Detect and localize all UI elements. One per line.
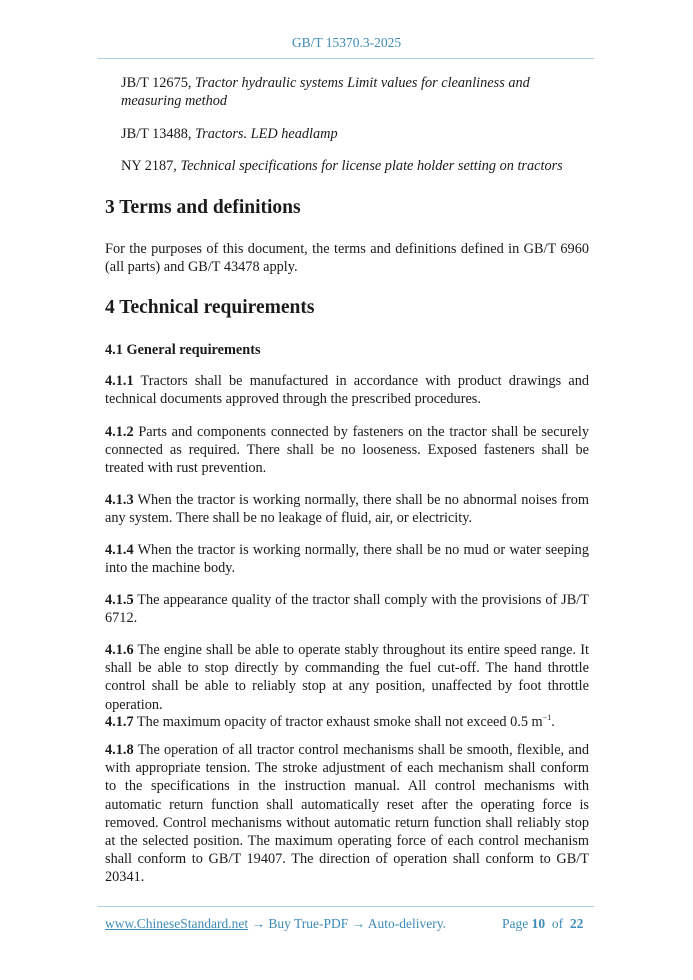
clause: 4.1.3 When the tractor is working normally, there shall be no abnormal noises from any system. There shall be no leakage of fluid, air, or electricity. [105, 492, 589, 527]
subsection-4-1-heading: 4.1 General requirements [105, 342, 261, 358]
section-3-text: For the purposes of this document, the terms and definitions defined in GB/T 6960 (all parts) and GB/T 43478 apply. [105, 241, 589, 276]
clause: 4.1.2 Parts and components connected by fasteners on the tractor shall be securely connected as required. There shall be no looseness. Exposed fasteners shall be treated with rust prevention. [105, 424, 589, 477]
site-link[interactable]: www.ChineseStandard.net [105, 916, 249, 931]
footer-promo: www.ChineseStandard.net → Buy True-PDF → Auto-delivery. [105, 916, 447, 931]
reference-item: JB/T 12675, Tractor hydraulic systems Limit values for cleanliness and measuring method [121, 75, 530, 110]
clause: 4.1.7 The maximum opacity of tractor exhaust smoke shall not exceed 0.5 $m^{-1}$. [105, 713, 555, 730]
reference-item: JB/T 13488, Tractors. LED headlamp [121, 126, 338, 142]
section-4-heading: 4 Technical requirements [105, 297, 315, 318]
clause: 4.1.4 When the tractor is working normally, there shall be no mud or water seeping into the machine body. [105, 542, 589, 577]
arrow-icon: → [351, 916, 366, 931]
clause: 4.1.1 Tractors shall be manufactured in accordance with product drawings and technical documents approved through the prescribed procedures. [105, 373, 589, 408]
clause: 4.1.6 The engine shall be able to operate stably throughout its entire speed range. It shall be able to stop directly by commanding the fuel cut-off. The hand throttle control shall be able to reliably stop at any position, unaffected by foot throttle operation. [105, 642, 589, 713]
section-3-heading: 3 Terms and definitions [105, 197, 301, 218]
page-number: Page 10 of 22 [502, 916, 584, 931]
arrow-icon: → [251, 916, 265, 931]
reference-item: NY 2187, Technical specifications for license plate holder setting on tractors [121, 158, 563, 174]
header-doc-id: GB/T 15370.3-2025 [291, 35, 402, 50]
clause: 4.1.5 The appearance quality of the tractor shall comply with the provisions of JB/T 6712. [105, 592, 589, 627]
footer-rule [98, 906, 594, 907]
header-rule [98, 58, 594, 59]
clause: 4.1.8 The operation of all tractor control mechanisms shall be smooth, flexible, and with appropriate tension. The stroke adjustment of each mechanism shall conform to the specifications in the instruction manual. All control mechanisms with automatic return function shall automatically reset after the operating force is removed. Control mechanisms without automatic return function shall reliably stop at the selected position. The maximum operating force of each control mechanism shall conform to GB/T 19407. The direction of operation shall conform to GB/T 20341. [105, 742, 589, 886]
